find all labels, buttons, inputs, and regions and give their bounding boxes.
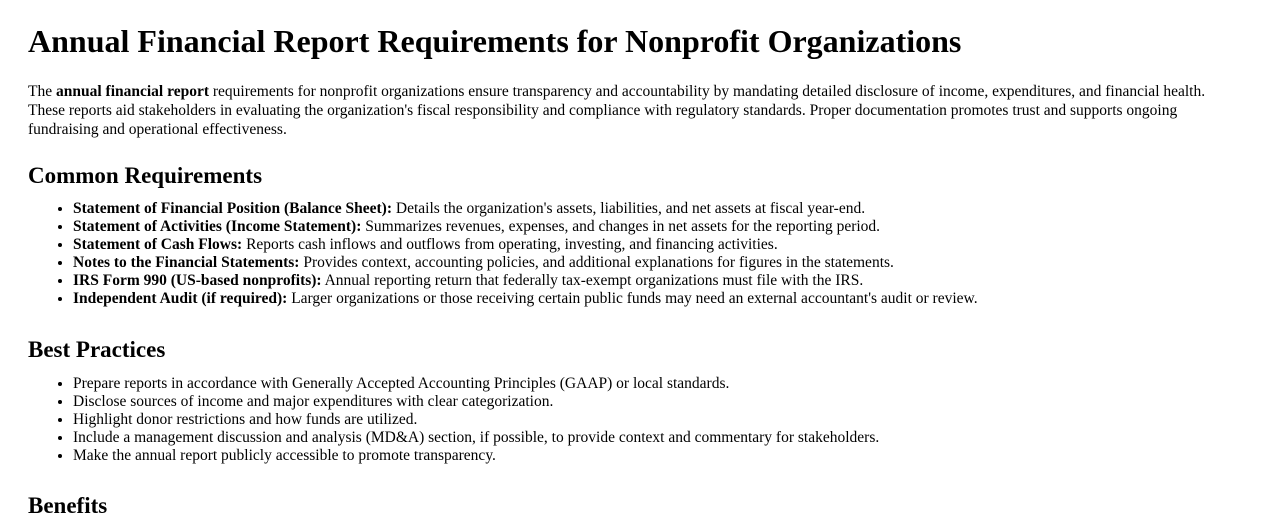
list-item-desc: Prepare reports in accordance with Generally Accepted Accounting Principles (GAAP) or local standards. bbox=[73, 375, 730, 392]
list-item bbox=[73, 200, 1250, 218]
intro-paragraph bbox=[28, 82, 1245, 139]
intro-lead: The bbox=[28, 83, 56, 100]
list-item-desc: Reports cash inflows and outflows from operating, investing, and financing activities. bbox=[242, 236, 778, 253]
list-item-desc: Provides context, accounting policies, and additional explanations for figures in the statements. bbox=[299, 254, 894, 271]
best-practices-list bbox=[28, 375, 1250, 465]
list-item bbox=[73, 290, 1250, 308]
list-item-desc: Make the annual report publicly accessible to promote transparency. bbox=[73, 447, 496, 464]
list-item-term: Independent Audit (if required): bbox=[73, 290, 288, 307]
list-item-desc: Summarizes revenues, expenses, and changes in net assets for the reporting period. bbox=[361, 218, 881, 235]
list-item bbox=[73, 236, 1250, 254]
page-title: Annual Financial Report Requirements for Nonprofit Organizations bbox=[28, 23, 962, 59]
list-item bbox=[73, 272, 1250, 290]
section-heading-best-practices: Best Practices bbox=[28, 337, 166, 362]
list-item bbox=[73, 411, 1250, 429]
list-item bbox=[73, 254, 1250, 272]
intro-bold-term: annual financial report bbox=[55, 83, 209, 100]
list-item bbox=[73, 447, 1250, 465]
section-heading-common-requirements: Common Requirements bbox=[28, 163, 263, 188]
list-item-desc: Annual reporting return that federally tax-exempt organizations must file with the IRS. bbox=[321, 272, 864, 289]
list-item-desc: Details the organization's assets, liabilities, and net assets at fiscal year-end. bbox=[392, 200, 866, 217]
list-item-term: Statement of Activities (Income Statement): bbox=[73, 218, 362, 235]
list-item bbox=[73, 393, 1250, 411]
list-item-desc: Disclose sources of income and major expenditures with clear categorization. bbox=[73, 393, 554, 410]
list-item bbox=[73, 218, 1250, 236]
intro-rest: requirements for nonprofit organizations ensure transparency and accountability by mandating detailed disclosure of income, expenditures, and financial health. These reports aid stakeholders in evaluating the organization's fiscal responsibility and compliance with regulatory standards. Proper documentation promotes trust and supports ongoing fundraising and operational effectiveness. bbox=[28, 83, 1206, 138]
list-item-term: IRS Form 990 (US-based nonprofits): bbox=[73, 272, 322, 289]
list-item bbox=[73, 375, 1250, 393]
common-requirements-list bbox=[28, 200, 1250, 308]
list-item bbox=[73, 429, 1250, 447]
list-item-desc: Highlight donor restrictions and how funds are utilized. bbox=[73, 411, 418, 428]
list-item-term: Notes to the Financial Statements: bbox=[73, 254, 300, 271]
list-item-term: Statement of Cash Flows: bbox=[73, 236, 243, 253]
list-item-desc: Include a management discussion and analysis (MD&A) section, if possible, to provide context and commentary for stakeholders. bbox=[73, 429, 880, 446]
list-item-desc: Larger organizations or those receiving certain public funds may need an external accountant's audit or review. bbox=[287, 290, 978, 307]
list-item-term: Statement of Financial Position (Balance Sheet): bbox=[73, 200, 393, 217]
section-heading-benefits-partial: Benefits bbox=[28, 493, 108, 518]
